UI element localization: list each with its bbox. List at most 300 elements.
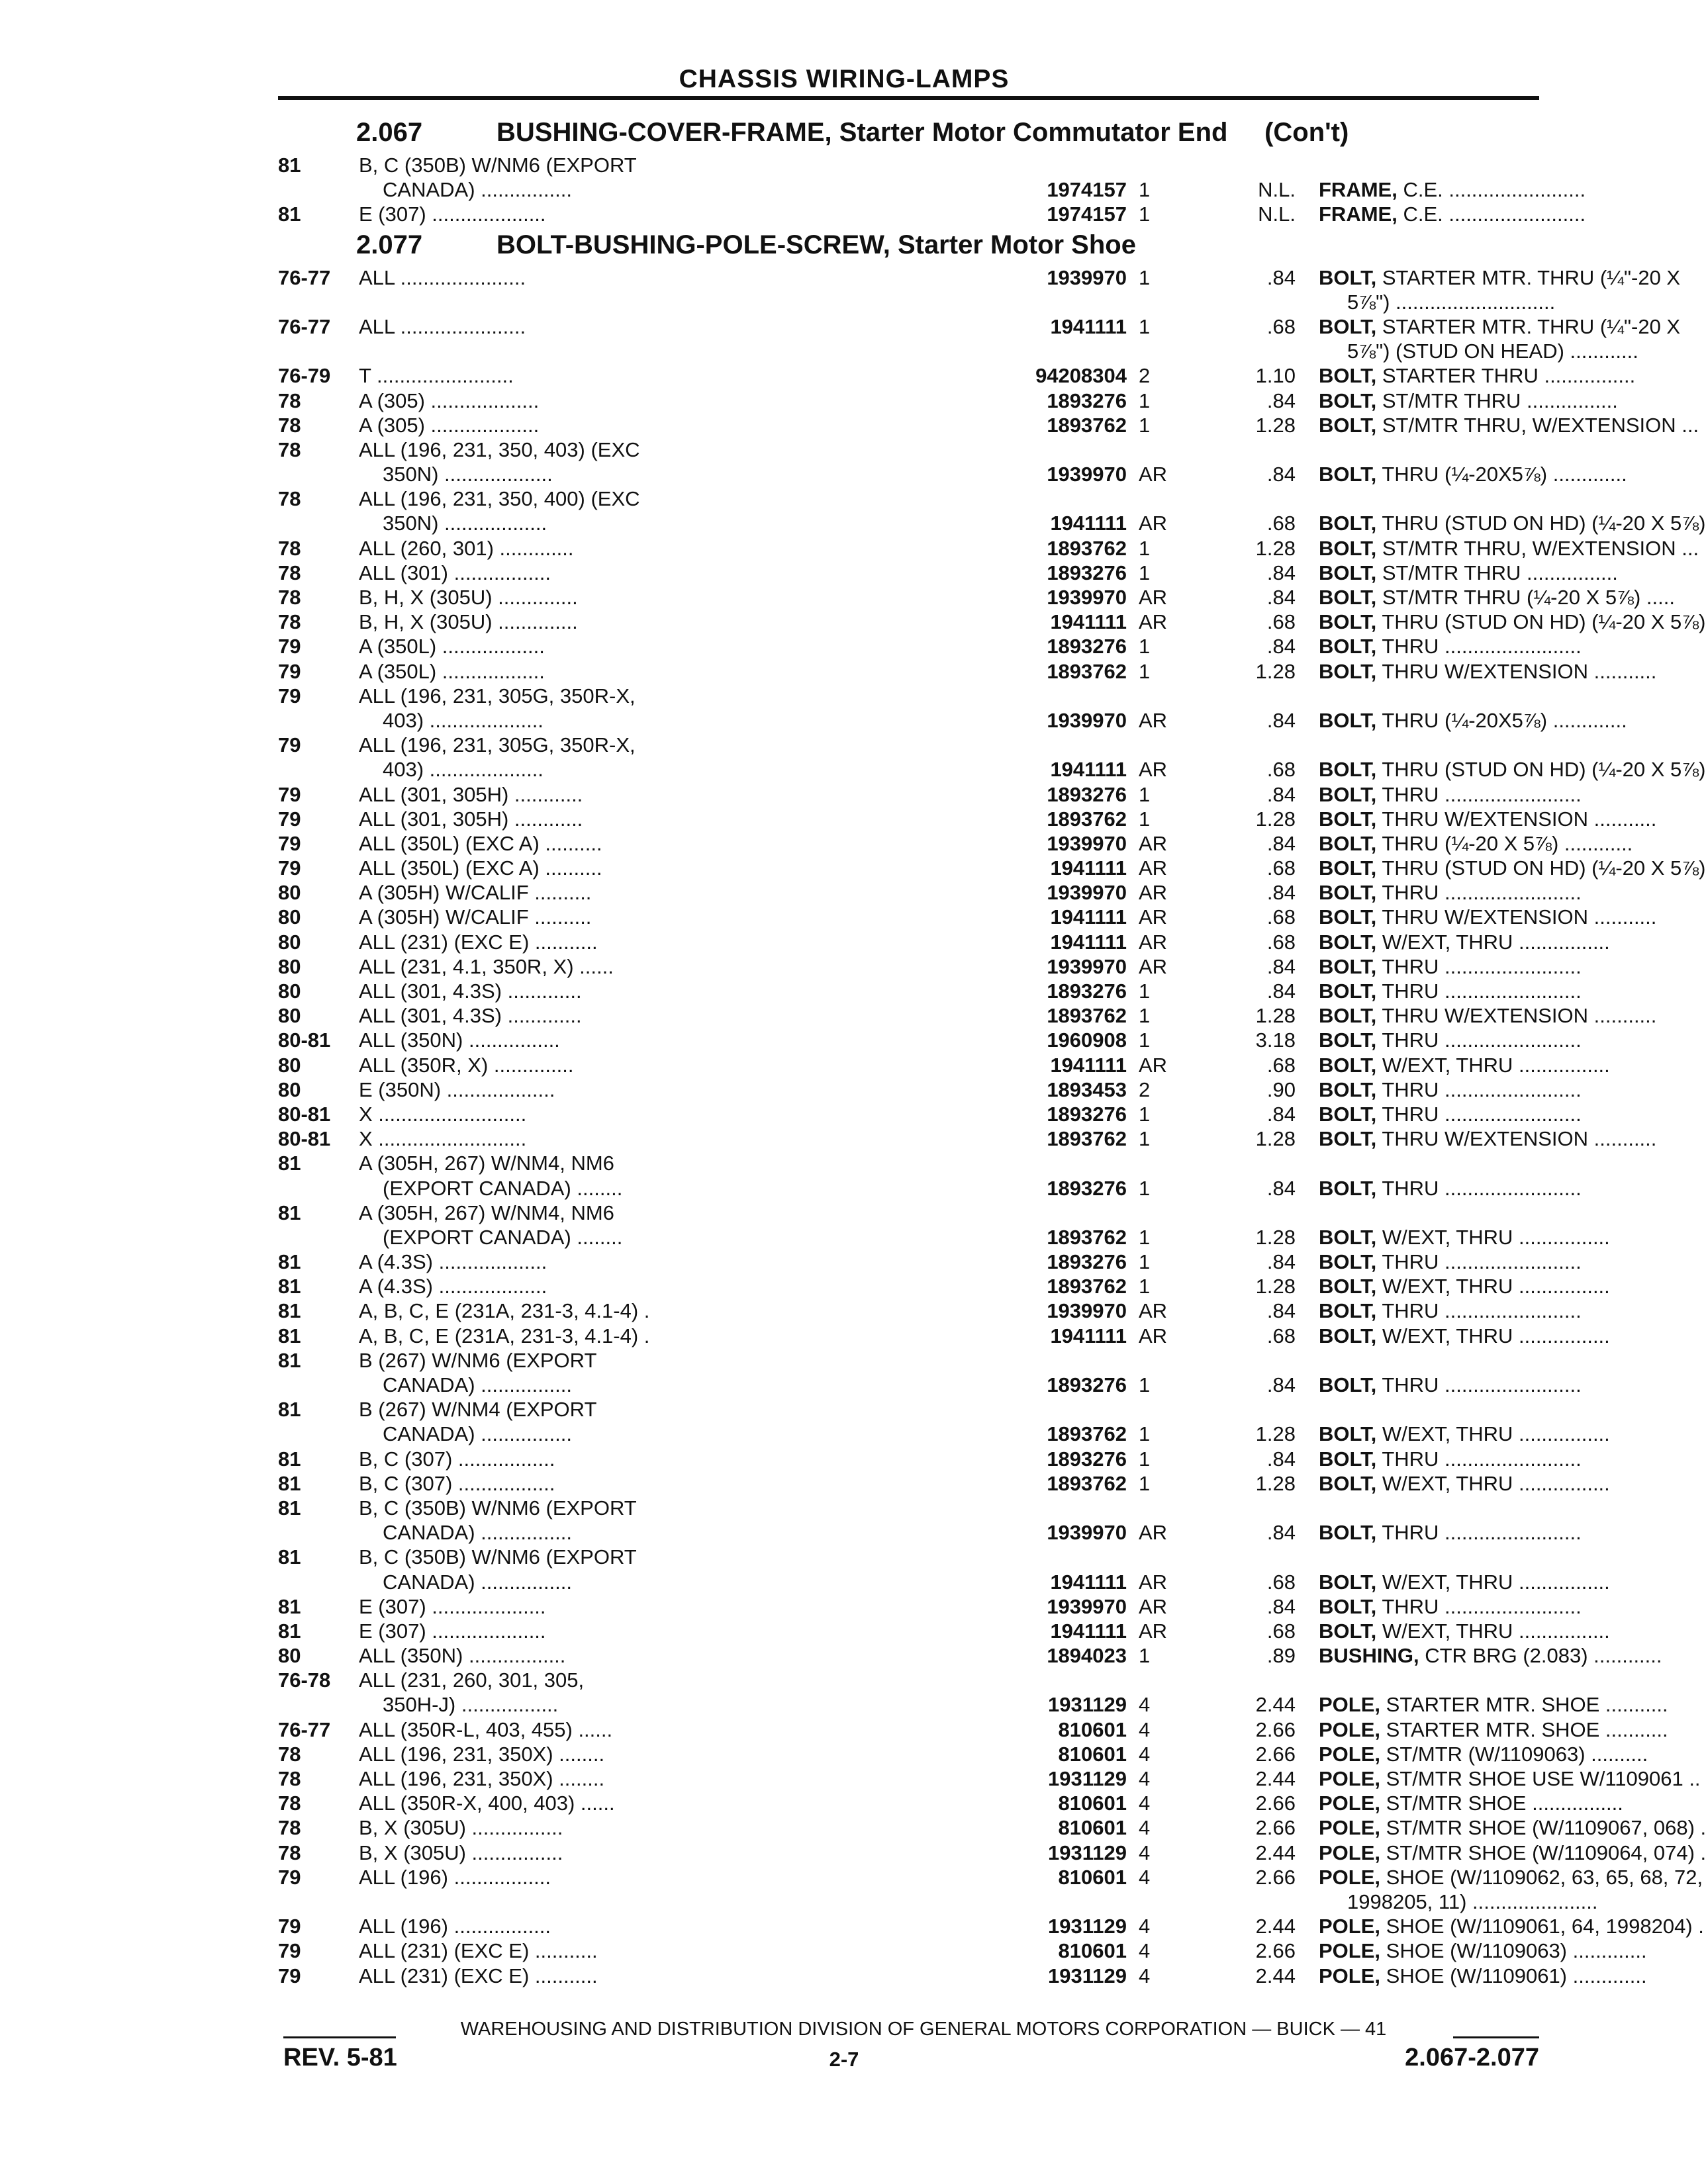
application: B, H, X (305U) .............. (359, 586, 578, 609)
part-noun: BOLT, (1319, 1077, 1377, 1101)
application: A (4.3S) ................... (359, 1250, 547, 1274)
parts-row (278, 978, 1582, 1003)
price: .68 (1266, 930, 1296, 954)
model-year: 80-81 (278, 1028, 331, 1052)
quantity: 1 (1139, 314, 1151, 338)
price: 2.44 (1255, 1841, 1296, 1864)
parts-row (278, 1200, 1539, 1224)
part-number: 1939970 (1047, 463, 1127, 486)
part-number: 1893276 (1047, 635, 1127, 659)
part-noun: BOLT, (1319, 635, 1377, 659)
application: A, B, C, E (231A, 231-3, 4.1-4) . (359, 1324, 650, 1347)
application: E (307) .................... (359, 1619, 546, 1643)
part-description (1319, 659, 1657, 684)
quantity: AR (1139, 1324, 1168, 1347)
part-number: 1893276 (1047, 1176, 1127, 1200)
parts-row (278, 265, 1681, 289)
header-divider (278, 96, 1539, 100)
parts-row (278, 1741, 1648, 1766)
part-number: 810601 (1058, 1865, 1127, 1889)
part-noun: BOLT, (1319, 1570, 1377, 1594)
price: .68 (1266, 1324, 1296, 1347)
parts-row (278, 1643, 1662, 1668)
model-year: 81 (278, 1496, 301, 1520)
part-description (1319, 1964, 1647, 1988)
parts-row (278, 929, 1610, 954)
part-detail: THRU W/EXTENSION ........... (1382, 1004, 1657, 1028)
parts-row (278, 1175, 1582, 1200)
parts-row (278, 1692, 1668, 1717)
part-detail: THRU ........................ (1382, 1594, 1582, 1618)
application: 350N) .................. (383, 512, 547, 535)
application: CANADA) ................ (383, 1373, 572, 1396)
part-description (1319, 586, 1675, 610)
application: ALL (196) ................. (359, 1915, 551, 1938)
part-description (1319, 758, 1706, 782)
price: 2.44 (1255, 1693, 1296, 1717)
application: A (350L) .................. (359, 659, 545, 683)
part-noun: BOLT, (1319, 856, 1377, 880)
application: A (305H, 267) W/NM4, NM6 (359, 1201, 614, 1224)
part-number: 1893762 (1047, 536, 1127, 560)
part-number: 1941111 (1050, 1619, 1127, 1643)
part-detail: W/EXT, THRU ................ (1382, 930, 1610, 954)
parts-row (278, 1963, 1647, 1987)
part-description (1319, 1915, 1704, 1938)
model-year: 78 (278, 610, 301, 634)
part-description (1319, 536, 1699, 561)
part-number: 810601 (1058, 1742, 1127, 1766)
part-number: 1893762 (1047, 1422, 1127, 1446)
quantity: 1 (1139, 1127, 1151, 1151)
part-detail: THRU W/EXTENSION ........... (1382, 659, 1657, 683)
part-noun: POLE, (1319, 1964, 1381, 1987)
part-noun: BOLT, (1319, 586, 1377, 609)
model-year: 80-81 (278, 1102, 331, 1126)
section-title (497, 118, 1349, 148)
part-detail: THRU ........................ (1382, 635, 1582, 659)
price: 1.10 (1255, 364, 1296, 388)
part-detail: STARTER MTR. SHOE ........... (1386, 1693, 1668, 1717)
model-year: 80 (278, 881, 301, 905)
section-title-sub: Starter Motor Shoe (897, 230, 1136, 259)
part-noun: FRAME, (1319, 203, 1398, 226)
parts-row (278, 1594, 1582, 1618)
part-number: 1939970 (1047, 265, 1127, 289)
part-description (1319, 1594, 1582, 1619)
part-description (1319, 954, 1582, 979)
model-year: 76-77 (278, 314, 331, 338)
part-description (1319, 1004, 1657, 1028)
part-description (1319, 782, 1582, 807)
part-description (1319, 1028, 1582, 1052)
part-noun: BOLT, (1319, 979, 1377, 1003)
application: ALL ...................... (359, 265, 526, 289)
model-year: 79 (278, 1915, 301, 1938)
part-detail: THRU (STUD ON HD) (¼-20 X 5⅞) (1382, 758, 1706, 782)
page-title: CHASSIS WIRING-LAMPS (679, 65, 1010, 93)
part-detail: ST/MTR SHOE (W/1109064, 074) . (1386, 1841, 1706, 1864)
part-noun: BOLT, (1319, 314, 1377, 338)
model-year: 78 (278, 413, 301, 437)
part-number: 1941111 (1050, 1053, 1127, 1077)
parts-row (278, 1421, 1610, 1446)
application: CANADA) ................ (383, 1422, 572, 1446)
parts-row (278, 1889, 1598, 1913)
part-noun: BOLT, (1319, 930, 1377, 954)
price: 2.66 (1255, 1742, 1296, 1766)
price: .68 (1266, 1053, 1296, 1077)
model-year: 80 (278, 954, 301, 978)
part-detail: THRU (STUD ON HD) (¼-20 X 5⅞) (1382, 610, 1706, 634)
part-description-continued: 1998205, 11) ...................... (1347, 1889, 1598, 1913)
part-number: 1974157 (1047, 178, 1127, 202)
parts-row (278, 1150, 1539, 1175)
price: 1.28 (1255, 1275, 1296, 1298)
page-number: 2-7 (829, 2048, 859, 2071)
parts-row (278, 1077, 1582, 1101)
quantity: AR (1139, 1594, 1168, 1618)
part-noun: BOLT, (1319, 1225, 1377, 1249)
part-description (1319, 1250, 1582, 1274)
parts-row (278, 1446, 1582, 1471)
application: A (305) ................... (359, 388, 540, 412)
price: 1.28 (1255, 1471, 1296, 1495)
quantity: 1 (1139, 1422, 1151, 1446)
part-noun: BOLT, (1319, 1028, 1377, 1052)
part-number: 1939970 (1047, 1594, 1127, 1618)
part-number: 810601 (1058, 1717, 1127, 1741)
quantity: AR (1139, 463, 1168, 486)
parts-row (278, 1864, 1703, 1889)
parts-row (278, 1840, 1706, 1864)
part-description (1319, 1102, 1582, 1126)
part-description-continued: 5⅞") ............................ (1347, 290, 1556, 314)
part-detail: W/EXT, THRU ................ (1382, 1570, 1610, 1594)
part-number: 1974157 (1047, 203, 1127, 226)
quantity: 1 (1139, 1102, 1151, 1126)
part-description (1319, 512, 1706, 535)
application: ALL (231, 4.1, 350R, X) ...... (359, 954, 614, 978)
application: A (305H) W/CALIF .......... (359, 881, 592, 905)
application: ALL (231) (EXC E) ........... (359, 1964, 598, 1987)
application: B, H, X (305U) .............. (359, 610, 578, 634)
parts-row (278, 609, 1706, 634)
part-detail: ST/MTR THRU ................ (1382, 388, 1618, 412)
part-description (1319, 1742, 1648, 1766)
parts-row (278, 1790, 1623, 1815)
section-title-main: BUSHING-COVER-FRAME, (497, 118, 832, 147)
part-noun: BOLT, (1319, 610, 1377, 634)
quantity: AR (1139, 1053, 1168, 1077)
part-noun: BOLT, (1319, 1102, 1377, 1126)
quantity: AR (1139, 831, 1168, 855)
price: .68 (1266, 1619, 1296, 1643)
quantity: AR (1139, 881, 1168, 905)
part-noun: BOLT, (1319, 1373, 1377, 1396)
part-noun: POLE, (1319, 1742, 1381, 1766)
quantity: AR (1139, 758, 1168, 782)
part-noun: BOLT, (1319, 659, 1377, 683)
quantity: AR (1139, 1521, 1168, 1545)
part-description (1319, 1693, 1668, 1717)
price: .68 (1266, 1570, 1296, 1594)
part-noun: BOLT, (1319, 512, 1377, 535)
model-year: 78 (278, 586, 301, 609)
part-noun: BOLT, (1319, 536, 1377, 560)
part-number: 1894023 (1047, 1644, 1127, 1668)
part-number: 1941111 (1050, 1570, 1127, 1594)
application: A (305H) W/CALIF .......... (359, 905, 592, 929)
parts-row (278, 707, 1627, 732)
price: .84 (1266, 1521, 1296, 1545)
part-detail: W/EXT, THRU ................ (1382, 1225, 1610, 1249)
part-detail: THRU (STUD ON HD) (¼-20 X 5⅞) (1382, 512, 1706, 535)
part-description (1319, 364, 1636, 388)
part-description (1319, 1841, 1706, 1865)
part-noun: BOLT, (1319, 1422, 1377, 1446)
section-title (497, 230, 1136, 260)
model-year: 79 (278, 1939, 301, 1963)
part-detail: ST/MTR THRU, W/EXTENSION ... (1382, 413, 1699, 437)
part-detail: W/EXT, THRU ................ (1382, 1053, 1610, 1077)
part-description (1319, 388, 1618, 413)
part-description (1319, 1644, 1662, 1668)
parts-row (278, 152, 1539, 177)
part-number: 1893762 (1047, 807, 1127, 831)
parts-row (278, 756, 1706, 782)
model-year: 80 (278, 979, 301, 1003)
application: E (307) .................... (359, 1594, 546, 1618)
part-noun: BOLT, (1319, 905, 1377, 929)
parts-row (278, 1298, 1582, 1323)
quantity: AR (1139, 954, 1168, 978)
part-noun: BOLT, (1319, 1471, 1377, 1495)
quantity: 1 (1139, 1250, 1151, 1274)
price: 2.44 (1255, 1964, 1296, 1987)
part-number: 1960908 (1047, 1028, 1127, 1052)
section-range: 2.067-2.077 (1405, 2044, 1539, 2071)
footer-divider-left (283, 2036, 396, 2038)
price: .84 (1266, 1373, 1296, 1396)
part-description (1319, 1299, 1582, 1323)
model-year: 81 (278, 1250, 301, 1274)
part-noun: BOLT, (1319, 881, 1377, 905)
part-description (1319, 930, 1610, 954)
price: .68 (1266, 610, 1296, 634)
price: 2.66 (1255, 1816, 1296, 1840)
footer-divider-right (1453, 2036, 1539, 2038)
parts-row (278, 1323, 1610, 1347)
part-noun: POLE, (1319, 1767, 1381, 1790)
part-detail: THRU (¼-20X5⅞) ............. (1382, 463, 1627, 486)
model-year: 80 (278, 1053, 301, 1077)
part-number: 1893276 (1047, 561, 1127, 584)
part-noun: POLE, (1319, 1816, 1381, 1840)
price: .68 (1266, 314, 1296, 338)
part-noun: POLE, (1319, 1792, 1381, 1815)
model-year: 81 (278, 1545, 301, 1569)
part-noun: BOLT, (1319, 1004, 1377, 1028)
model-year: 81 (278, 1447, 301, 1471)
part-detail: SHOE (W/1109061, 64, 1998204) . (1386, 1915, 1704, 1938)
part-description (1319, 413, 1699, 437)
parts-row (278, 1618, 1610, 1643)
application: A (4.3S) ................... (359, 1275, 547, 1298)
quantity: 1 (1139, 1275, 1151, 1298)
quantity: 4 (1139, 1865, 1151, 1889)
application: ALL (350R-L, 403, 455) ...... (359, 1717, 613, 1741)
part-detail: THRU ........................ (1382, 1521, 1582, 1545)
part-detail: THRU ........................ (1382, 1447, 1582, 1471)
part-detail: THRU (¼-20X5⅞) ............. (1382, 708, 1627, 732)
parts-row (278, 683, 1539, 707)
part-noun: BOLT, (1319, 1594, 1377, 1618)
price: .68 (1266, 758, 1296, 782)
parts-row (278, 1126, 1657, 1151)
part-noun: BOLT, (1319, 831, 1377, 855)
model-year: 80 (278, 1644, 301, 1668)
application: 403) .................... (383, 758, 544, 782)
application: CANADA) ................ (383, 178, 572, 202)
parts-row (278, 1717, 1668, 1741)
parts-row (278, 584, 1675, 609)
quantity: 2 (1139, 1077, 1151, 1101)
application: ALL (231) (EXC E) ........... (359, 1939, 598, 1963)
part-number: 1893276 (1047, 1102, 1127, 1126)
part-number: 1941111 (1050, 856, 1127, 880)
part-detail: SHOE (W/1109062, 63, 65, 68, 72, (1386, 1865, 1703, 1889)
model-year: 76-77 (278, 1717, 331, 1741)
part-number: 1893276 (1047, 1250, 1127, 1274)
application: ALL (196, 231, 350, 403) (EXC (359, 437, 640, 461)
part-noun: BOLT, (1319, 807, 1377, 831)
model-year: 78 (278, 1841, 301, 1864)
parts-row (278, 177, 1586, 202)
application: ALL (301, 305H) ............ (359, 807, 583, 831)
parts-row (278, 831, 1633, 855)
part-description (1319, 1077, 1582, 1102)
section-number: 2.067 (356, 118, 423, 147)
parts-row (278, 1495, 1539, 1520)
application: A (305) ................... (359, 413, 540, 437)
part-number: 1893276 (1047, 1373, 1127, 1396)
application: X .......................... (359, 1102, 527, 1126)
quantity: 4 (1139, 1693, 1151, 1717)
part-description (1319, 1865, 1703, 1889)
part-number: 1939970 (1047, 1299, 1127, 1323)
part-number: 1939970 (1047, 881, 1127, 905)
parts-row (278, 904, 1657, 929)
parts-row (278, 314, 1681, 338)
price: .84 (1266, 831, 1296, 855)
model-year: 81 (278, 1275, 301, 1298)
parts-row (278, 388, 1618, 412)
part-noun: POLE, (1319, 1865, 1381, 1889)
part-noun: BOLT, (1319, 1299, 1377, 1323)
part-noun: BOLT, (1319, 561, 1377, 584)
part-number: 1941111 (1050, 610, 1127, 634)
price: .68 (1266, 512, 1296, 535)
part-number: 1939970 (1047, 831, 1127, 855)
part-detail: THRU ........................ (1382, 1250, 1582, 1274)
part-description (1319, 610, 1706, 634)
part-detail: C.E. ........................ (1403, 178, 1586, 202)
part-description (1319, 1471, 1610, 1496)
part-detail: SHOE (W/1109061) ............. (1386, 1964, 1647, 1987)
price: 2.66 (1255, 1792, 1296, 1815)
model-year: 78 (278, 1767, 301, 1790)
part-detail: THRU (STUD ON HD) (¼-20 X 5⅞) (1382, 856, 1706, 880)
part-noun: BOLT, (1319, 1619, 1377, 1643)
application: ALL (260, 301) ............. (359, 536, 574, 560)
part-noun: BOLT, (1319, 1053, 1377, 1077)
part-detail: THRU W/EXTENSION ........... (1382, 807, 1657, 831)
price: .84 (1266, 782, 1296, 806)
part-description (1319, 1447, 1582, 1471)
model-year: 78 (278, 388, 301, 412)
parts-row (278, 880, 1582, 905)
application: B, C (307) ................. (359, 1471, 555, 1495)
application: ALL (196, 231, 350, 400) (EXC (359, 487, 640, 511)
parts-row (278, 1101, 1582, 1126)
part-description (1319, 1939, 1647, 1963)
application: ALL (350N) ................. (359, 1644, 566, 1668)
application: ALL (350L) (EXC A) .......... (359, 856, 602, 880)
parts-row (278, 1224, 1610, 1249)
price: .84 (1266, 954, 1296, 978)
part-number: 1931129 (1048, 1915, 1127, 1938)
part-noun: BOLT, (1319, 782, 1377, 806)
quantity: 4 (1139, 1767, 1151, 1790)
part-detail: ST/MTR THRU ................ (1382, 561, 1618, 584)
part-description (1319, 831, 1633, 856)
part-detail: THRU ........................ (1382, 1299, 1582, 1323)
parts-row (278, 633, 1582, 659)
section-heading (278, 226, 1539, 265)
part-number: 1893762 (1047, 659, 1127, 683)
part-description-continued: 5⅞") (STUD ON HEAD) ............ (1347, 340, 1638, 363)
parts-row (278, 1544, 1539, 1569)
parts-row (278, 855, 1706, 880)
parts-row (278, 1569, 1610, 1594)
price: .84 (1266, 388, 1296, 412)
model-year: 78 (278, 1742, 301, 1766)
part-number: 1939970 (1047, 1521, 1127, 1545)
part-detail: ST/MTR (W/1109063) .......... (1386, 1742, 1648, 1766)
part-description (1319, 1275, 1610, 1298)
part-detail: THRU ........................ (1382, 979, 1582, 1003)
price: .84 (1266, 881, 1296, 905)
section-title-sub: Starter Motor Commutator End (839, 118, 1228, 147)
price: 1.28 (1255, 536, 1296, 560)
part-number: 1893762 (1047, 1004, 1127, 1028)
quantity: AR (1139, 856, 1168, 880)
model-year: 78 (278, 437, 301, 461)
parts-list (278, 114, 1706, 1987)
application: ALL (350R, X) .............. (359, 1053, 574, 1077)
price: 2.66 (1255, 1717, 1296, 1741)
parts-row (278, 732, 1539, 756)
part-detail: THRU ........................ (1382, 954, 1582, 978)
quantity: 4 (1139, 1816, 1151, 1840)
application: ALL (196, 231, 350X) ........ (359, 1742, 605, 1766)
model-year: 81 (278, 1324, 301, 1347)
application: X .......................... (359, 1127, 527, 1151)
part-description (1319, 265, 1681, 290)
parts-row (278, 1027, 1582, 1052)
model-year: 79 (278, 733, 301, 757)
